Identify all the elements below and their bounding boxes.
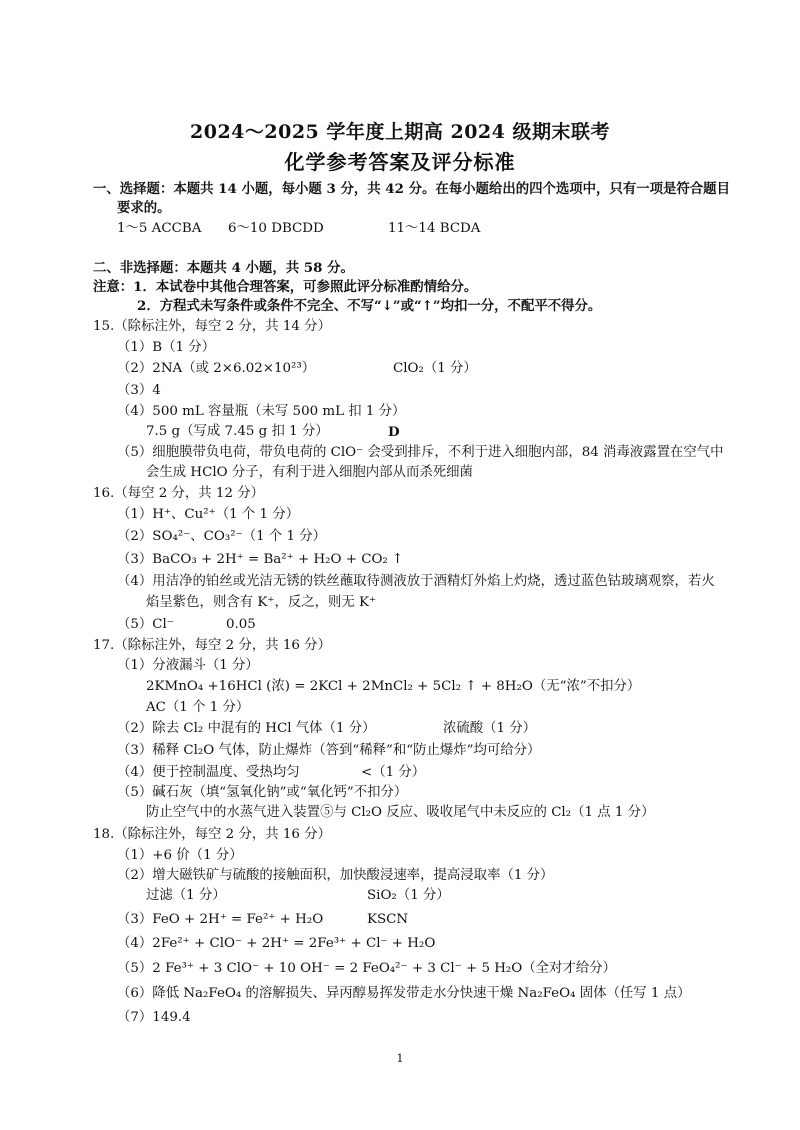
q18-answer-5: （5）2 Fe³⁺ + 3 ClO⁻ + 10 OH⁻ = 2 FeO₄²⁻ + 3 Cl⁻ + 5 H₂O（全对才给分） (117, 961, 616, 976)
section2-note-2: 2．方程式未写条件或条件不完全、不写“↓”或“↑”均扣一分，不配平不得分。 (137, 298, 602, 314)
q15-answer-2-right: ClO₂（1 分） (393, 361, 477, 376)
section1-heading-cont: 要求的。 (117, 200, 171, 216)
q16-answer-3: （3）BaCO₃ + 2H⁺ = Ba²⁺ + H₂O + CO₂ ↑ (117, 552, 404, 567)
q18-answer-1: （1）+6 价（1 分） (117, 848, 243, 863)
q18-answer-6: （6）降低 Na₂FeO₄ 的溶解损失、异丙醇易挥发带走水分快速干燥 Na₂FeO₄ 固体（任写 1 点） (117, 986, 691, 1001)
q17-answer-4: （4）便于控制温度、受热均匀 (117, 765, 300, 780)
page-number: 1 (396, 1052, 404, 1065)
q15-answer-4: （4）500 mL 容量瓶（未写 500 mL 扣 1 分） (117, 404, 406, 419)
exam-title: 2024～2025 学年度上期高 2024 级期末联考 (190, 121, 610, 143)
q18-answer-2b: 过滤（1 分） (146, 888, 226, 903)
mc-answers-6-10: 6～10 DBCDD (228, 221, 324, 236)
q16-answer-4: （4）用洁净的铂丝或光洁无锈的铁丝蘸取待测液放于酒精灯外焰上灼烧，透过蓝色钴玻璃观察，若火 (117, 574, 715, 589)
q15-answer-4b: 7.5 g（写成 7.45 g 扣 1 分） (146, 424, 329, 439)
q17-answer-3: （3）稀释 Cl₂O 气体，防止爆炸（答到“稀释”和“防止爆炸”均可给分） (117, 743, 541, 758)
q16-answer-2: （2）SO₄²⁻、CO₃²⁻（1 个 1 分） (117, 529, 327, 544)
section1-heading: 一、选择题：本题共 14 小题，每小题 3 分，共 42 分。在每小题给出的四个选项中，只有一项是符合题目 (93, 181, 730, 197)
q15-answer-3: （3）4 (117, 383, 161, 398)
q17-answer-5: （5）碱石灰（填“氢氧化钠”或“氧化钙”不扣分） (117, 785, 408, 800)
q15-answer-2: （2）2NA（或 2×6.02×10²³） (117, 361, 316, 376)
q17-answer-2-right: 浓硫酸（1 分） (443, 721, 537, 736)
q16-answer-5: （5）Cl⁻ (117, 617, 174, 632)
q15-answer-5: （5）细胞膜带负电荷，带负电荷的 ClO⁻ 会受到排斥，不利于进入细胞内部，84 消毒液露置在空气中 (117, 445, 724, 460)
q17-answer-1c: AC（1 个 1 分） (146, 700, 250, 715)
q15-header: 15.（除标注外，每空 2 分，共 14 分） (93, 319, 331, 334)
q18-answer-4: （4）2Fe²⁺ + ClO⁻ + 2H⁺ = 2Fe³⁺ + Cl⁻ + H₂O (117, 936, 436, 951)
q18-header: 18.（除标注外，每空 2 分，共 16 分） (93, 827, 331, 842)
section2-note-1: 注意：1．本试卷中其他合理答案，可参照此评分标准酌情给分。 (93, 279, 478, 295)
q15-answer-4b-right: D (388, 424, 400, 440)
q16-answer-4b: 焰呈紫色，则含有 K⁺，反之，则无 K⁺ (146, 595, 377, 610)
q16-answer-5-right: 0.05 (226, 617, 256, 632)
q17-answer-5b: 防止空气中的水蒸气进入装置⑤与 Cl₂O 反应、吸收尾气中未反应的 Cl₂（1 点 1 分） (146, 805, 655, 820)
answer-key-title: 化学参考答案及评分标准 (284, 150, 516, 174)
q15-answer-5b: 会生成 HClO 分子，有利于进入细胞内部从而杀死细菌 (146, 465, 473, 480)
q15-answer-1: （1）B（1 分） (117, 340, 216, 355)
q17-answer-2: （2）除去 Cl₂ 中混有的 HCl 气体（1 分） (117, 721, 376, 736)
section2-heading: 二、非选择题：本题共 4 小题，共 58 分。 (93, 260, 354, 276)
q17-answer-1b: 2KMnO₄ +16HCl (浓) = 2KCl + 2MnCl₂ + 5Cl₂ ↑ + 8H₂O（无“浓”不扣分） (146, 679, 641, 694)
mc-answers-1-5: 1～5 ACCBA (117, 221, 202, 236)
q16-header: 16.（每空 2 分，共 12 分） (93, 486, 265, 501)
q18-answer-2b-right: SiO₂（1 分） (367, 888, 450, 903)
q17-header: 17.（除标注外，每空 2 分，共 16 分） (93, 638, 331, 653)
q16-answer-1: （1）H⁺、Cu²⁺（1 个 1 分） (117, 507, 300, 522)
mc-answers-11-14: 11～14 BCDA (388, 221, 481, 236)
q17-answer-4-right: <（1 分） (361, 765, 426, 780)
q18-answer-2: （2）增大磁铁矿与硫酸的接触面积，加快酸浸速率，提高浸取率（1 分） (117, 868, 554, 883)
q17-answer-1: （1）分液漏斗（1 分） (117, 658, 259, 673)
q18-answer-3: （3）FeO + 2H⁺ = Fe²⁺ + H₂O (117, 912, 324, 927)
q18-answer-7: （7）149.4 (117, 1010, 191, 1025)
q18-answer-3-right: KSCN (367, 912, 409, 927)
